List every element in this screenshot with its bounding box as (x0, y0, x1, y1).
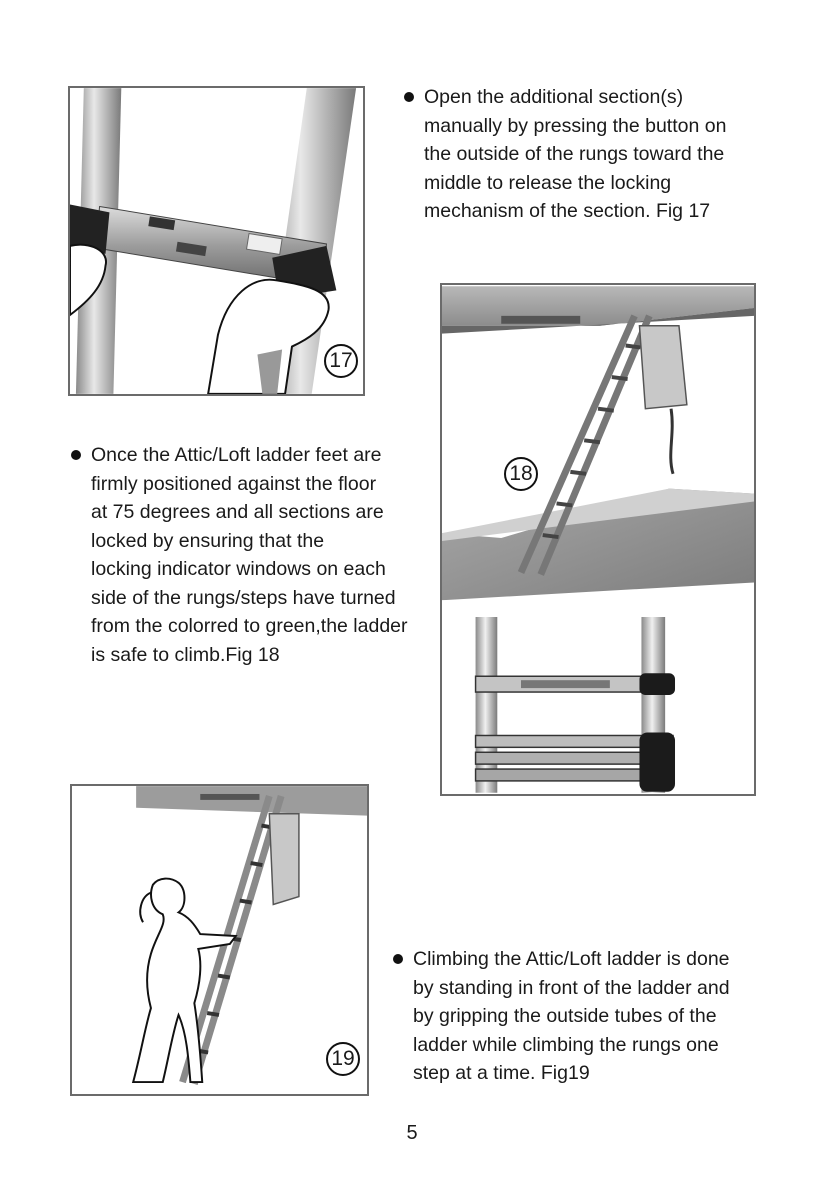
page-number: 5 (406, 1122, 418, 1144)
paragraph-open-sections (424, 83, 726, 226)
text-line: is safe to climb.Fig 18 (91, 643, 280, 666)
text-line: locked by ensuring that the (91, 529, 325, 552)
text-line: at 75 degrees and all sections are (91, 501, 384, 523)
bullet-icon (404, 92, 414, 102)
text-line: middle to release the locking (424, 171, 672, 194)
figure-17 (68, 86, 365, 396)
text-line: the outside of the rungs toward the (424, 143, 725, 165)
paragraph-ladder-safe (91, 441, 408, 669)
paragraph-climbing (413, 945, 730, 1088)
text-line: locking indicator windows on each (91, 558, 386, 580)
text-line: side of the rungs/steps have turned (91, 586, 396, 609)
text-line: Open the additional section(s) (424, 86, 684, 108)
text-line: manually by pressing the button on (424, 114, 727, 137)
text-line: ladder while climbing the rungs one (413, 1033, 719, 1056)
text-line: Climbing the Attic/Loft ladder is done (413, 948, 730, 970)
figure-19-number: 19 (326, 1042, 360, 1076)
text-line: by gripping the outside tubes of the (413, 1005, 717, 1027)
text-line: firmly positioned against the floor (91, 472, 377, 495)
figure-19-illustration (72, 786, 367, 1094)
text-line: mechanism of the section. Fig 17 (424, 200, 711, 222)
text-line: step at a time. Fig19 (413, 1062, 590, 1084)
figure-17-number: 17 (324, 344, 358, 378)
figure-18 (440, 283, 756, 796)
figure-18-number: 18 (504, 457, 538, 491)
text-line: from the colorred to green,the ladder (91, 615, 408, 637)
figure-17-illustration (70, 88, 363, 394)
text-line: by standing in front of the ladder and (413, 976, 730, 999)
figure-18-illustration (442, 285, 754, 794)
text-line: Once the Attic/Loft ladder feet are (91, 444, 382, 466)
figure-19 (70, 784, 369, 1096)
bullet-icon (71, 450, 81, 460)
bullet-icon (393, 954, 403, 964)
